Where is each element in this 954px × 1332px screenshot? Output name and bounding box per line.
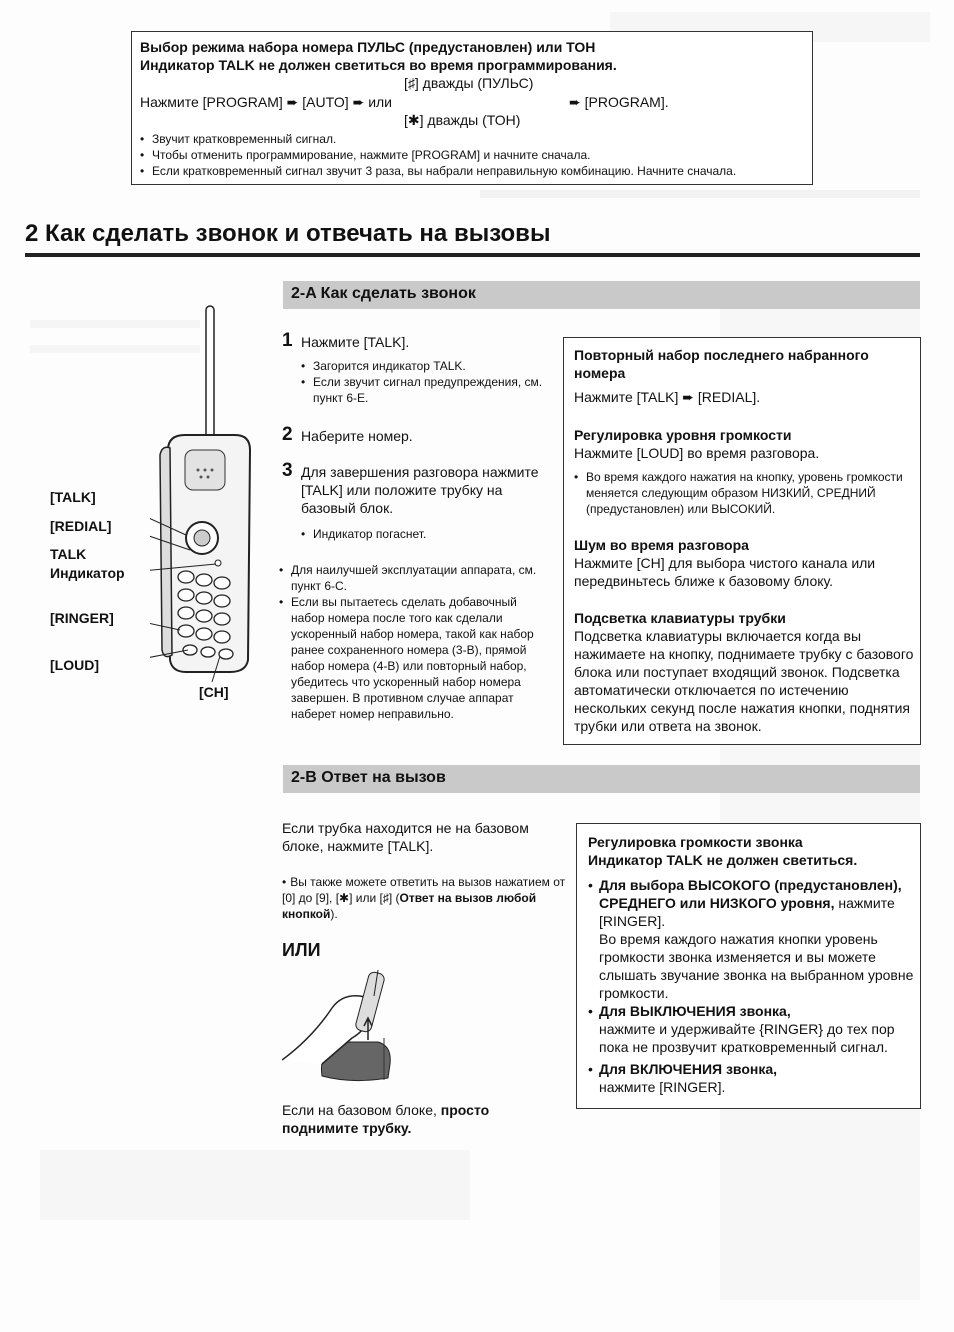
noise-title: Шум во время разговора [574, 537, 749, 553]
lift-handset-illustration [282, 968, 412, 1088]
ringer-volume-box [576, 823, 921, 1109]
answer-text: Если трубка находится не на базовом блоке, нажмите [TALK]. [282, 820, 529, 854]
list-item: • Загорится индикатор TALK. [301, 358, 551, 374]
step-number: 3 [282, 460, 293, 481]
step-1-notes [301, 358, 551, 406]
step-text: Для завершения разговора нажмите [TALK] или положите трубку на базовый блок. [301, 464, 539, 516]
list-item: • Чтобы отменить программирование, нажмите [PROGRAM] и начните сначала. [140, 147, 805, 163]
talk-button-label: [TALK] [50, 489, 96, 505]
list-item: • Во время каждого нажатия на кнопку, уровень громкости меняется следующим образом НИЗКИЙ, СРЕДНИЙ (предустановлен) или ВЫСОКИЙ. [574, 469, 909, 517]
any-key-answer-label: Ответ на вызов любой кнопкой [282, 891, 537, 921]
prog-option-tone: [✱] дважды (ТОН) [404, 112, 521, 128]
talk-indicator-label-2: Индикатор [50, 565, 125, 581]
section-a-notes [279, 562, 551, 722]
prog-box-subtitle: Индикатор TALK не должен светиться во время программирования. [140, 57, 617, 73]
noise-text: Нажмите [CH] для выбора чистого канала или передвиньтесь ближе к базовому блоку. [574, 555, 876, 589]
redial-title: Повторный набор последнего набранного номера [574, 347, 869, 381]
ch-button-label: [CH] [199, 684, 229, 700]
ringer-high-med-low [599, 876, 914, 930]
prog-box-notes [140, 131, 805, 179]
answer-note-end: ). [330, 907, 338, 921]
volume-title: Регулировка уровня громкости [574, 427, 792, 443]
section-b-header [283, 765, 920, 793]
step-number: 2 [282, 424, 293, 445]
answer-note: • Вы также можете ответить на вызов нажатием от [0] до [9], [✱] или [♯] (Ответ на вызов любой кнопкой). [282, 875, 566, 921]
section-b-title: 2-B Ответ на вызов [291, 769, 446, 786]
ringer-button-label: [RINGER] [50, 610, 114, 626]
lift-text-normal: Если на базовом блоке, [282, 1102, 441, 1118]
loud-button-label: [LOUD] [50, 657, 99, 673]
page-title: 2 Как сделать звонок и отвечать на вызовы [25, 220, 551, 247]
ringer-box-title: Регулировка громкости звонка [588, 834, 803, 850]
title-underline [25, 253, 920, 257]
dial-mode-programming-box [131, 31, 813, 185]
ringer-off-text: нажмите и удерживайте {RINGER} до тех пор пока не прозвучит кратковременный сигнал. [599, 1021, 895, 1055]
volume-notes [574, 469, 909, 517]
ringer-high-med-low-press: нажмите [RINGER]. [599, 895, 895, 929]
ringer-high-med-low-text: Во время каждого нажатия кнопки уровень громкости звонка изменяется и вы можете слышать звучание звонка на выбранном уровне громкости. [599, 931, 914, 1001]
bullet-mark: • [588, 1003, 593, 1019]
volume-text: Нажмите [LOUD] во время разговора. [574, 445, 820, 461]
step-text: Нажмите [TALK]. [301, 334, 410, 350]
prog-press-instruction: Нажмите [PROGRAM] ➨ [AUTO] ➨ или [140, 94, 392, 110]
list-item: • Если кратковременный сигнал звучит 3 раза, вы набрали неправильную комбинацию. Начните сначала. [140, 163, 805, 179]
section-a-title: 2-A Как сделать звонок [291, 285, 476, 302]
redial-button-label: [REDIAL] [50, 518, 112, 534]
backlight-title: Подсветка клавиатуры трубки [574, 610, 786, 626]
handset-illustration [150, 300, 270, 700]
ringer-off-title: Для ВЫКЛЮЧЕНИЯ звонка, [599, 1003, 791, 1019]
prog-option-pulse: [♯] дважды (ПУЛЬС) [404, 75, 534, 91]
list-item: • Звучит кратковременный сигнал. [140, 131, 805, 147]
ringer-high-med-low-title: Для выбора ВЫСОКОГО (предустановлен), СРЕДНЕГО или НИЗКОГО уровня, [599, 877, 902, 911]
ringer-box-subtitle: Индикатор TALK не должен светиться. [588, 852, 858, 868]
step-3-notes [301, 526, 551, 542]
answer-note-text: Вы также можете ответить на вызов нажатием от [0] до [9], [✱] или [♯] ( [282, 875, 566, 905]
redial-text: Нажмите [TALK] ➨ [REDIAL]. [574, 389, 761, 405]
or-label: ИЛИ [282, 940, 321, 960]
ringer-on-title: Для ВКЛЮЧЕНИЯ звонка, [599, 1061, 778, 1077]
bullet-mark: • [588, 1061, 593, 1077]
list-item: • Для наилучшей эксплуатации аппарата, см. пункт 6-C. [279, 562, 551, 594]
prog-end-instruction: ➨ [PROGRAM]. [569, 94, 669, 110]
section-a-header [283, 281, 920, 309]
call-tips-box [563, 337, 921, 745]
backlight-text: Подсветка клавиатуры включается когда вы нажимаете на кнопку, поднимаете трубку с базового блока или поступает входящий звонок. Подсветка автоматически отключается по истечению нескольких секунд после нажатия кнопки, поднятия трубки или ответа на звонок. [574, 628, 914, 734]
step-text: Наберите номер. [301, 428, 413, 444]
list-item: • Если вы пытаетесь сделать добавочный набор номера после того как сделали ускоренный набор номера, такой как набор ранее сохраненного номера (3-B), прямой набор номера (4-B) или повторный набор, убедитесь что ускоренный набор номера завершен. В противном случае аппарат наберет номер неправильно. [279, 594, 551, 722]
list-item: • Индикатор погаснет. [301, 526, 551, 542]
prog-box-title: Выбор режима набора номера ПУЛЬС (предустановлен) или ТОН [140, 39, 596, 55]
lift-text [282, 1101, 522, 1137]
bullet-mark: • [588, 877, 593, 893]
talk-indicator-label-1: TALK [50, 546, 87, 562]
ringer-on-text: нажмите [RINGER]. [599, 1079, 726, 1095]
lift-text-bold: просто поднимите трубку. [282, 1102, 490, 1136]
list-item: • Если звучит сигнал предупреждения, см. пункт 6-E. [301, 374, 551, 406]
step-number: 1 [282, 330, 293, 351]
